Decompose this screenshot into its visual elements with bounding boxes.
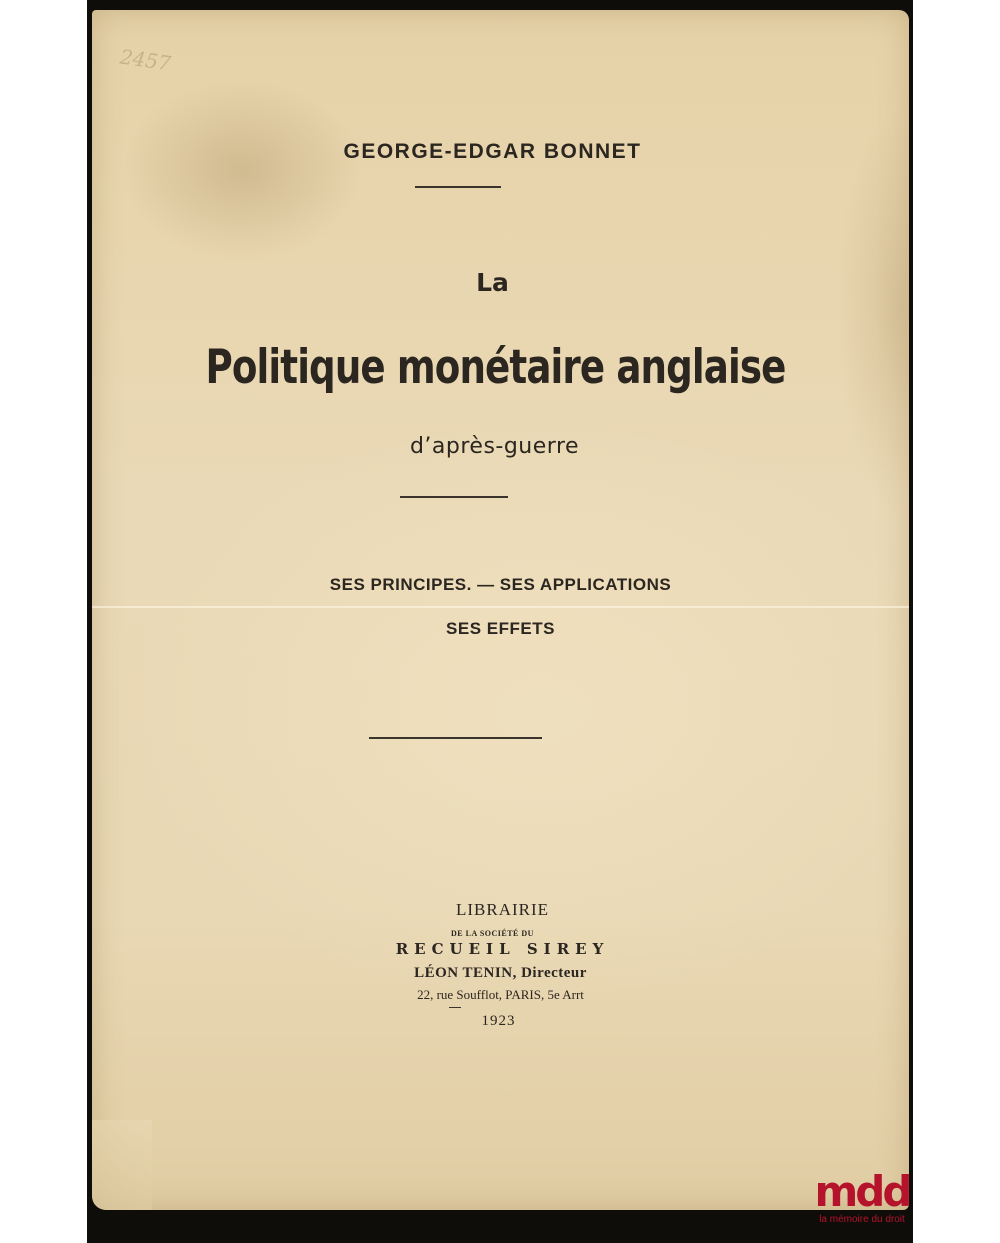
logo-mark: mdd (814, 1167, 910, 1216)
publication-year: 1923 (481, 1013, 516, 1029)
themes-line-1: SES PRINCIPES. — SES APPLICATIONS (329, 575, 672, 594)
handwritten-note: 2457 (118, 44, 173, 76)
divider-middle (400, 496, 508, 498)
publisher-name: RECUEIL SIREY (395, 940, 610, 958)
divider-top (415, 186, 501, 188)
title-prefix: La (476, 268, 509, 297)
themes-line-2: SES EFFETS (446, 619, 555, 638)
book-subtitle: d’après-guerre (409, 434, 580, 459)
publisher-address: 22, rue Soufflot, PARIS, 5e Arrt (417, 987, 584, 1002)
book-title: Politique monétaire anglaise (205, 340, 786, 395)
cover-fold-line (92, 606, 909, 608)
cover-worn-corner (92, 1120, 152, 1210)
mdd-logo (812, 1167, 912, 1240)
divider-lower (369, 737, 542, 739)
publisher-line-1: LIBRAIRIE (455, 900, 550, 919)
author-name: GEORGE-EDGAR BONNET (343, 140, 642, 163)
publisher-line-2: DE LA SOCIÉTÉ DU (451, 929, 534, 938)
divider-year (449, 1007, 461, 1008)
book-cover (92, 10, 909, 1210)
logo-tagline: la mémoire du droit (819, 1214, 905, 1225)
publisher-director: LÉON TENIN, Directeur (414, 965, 587, 981)
